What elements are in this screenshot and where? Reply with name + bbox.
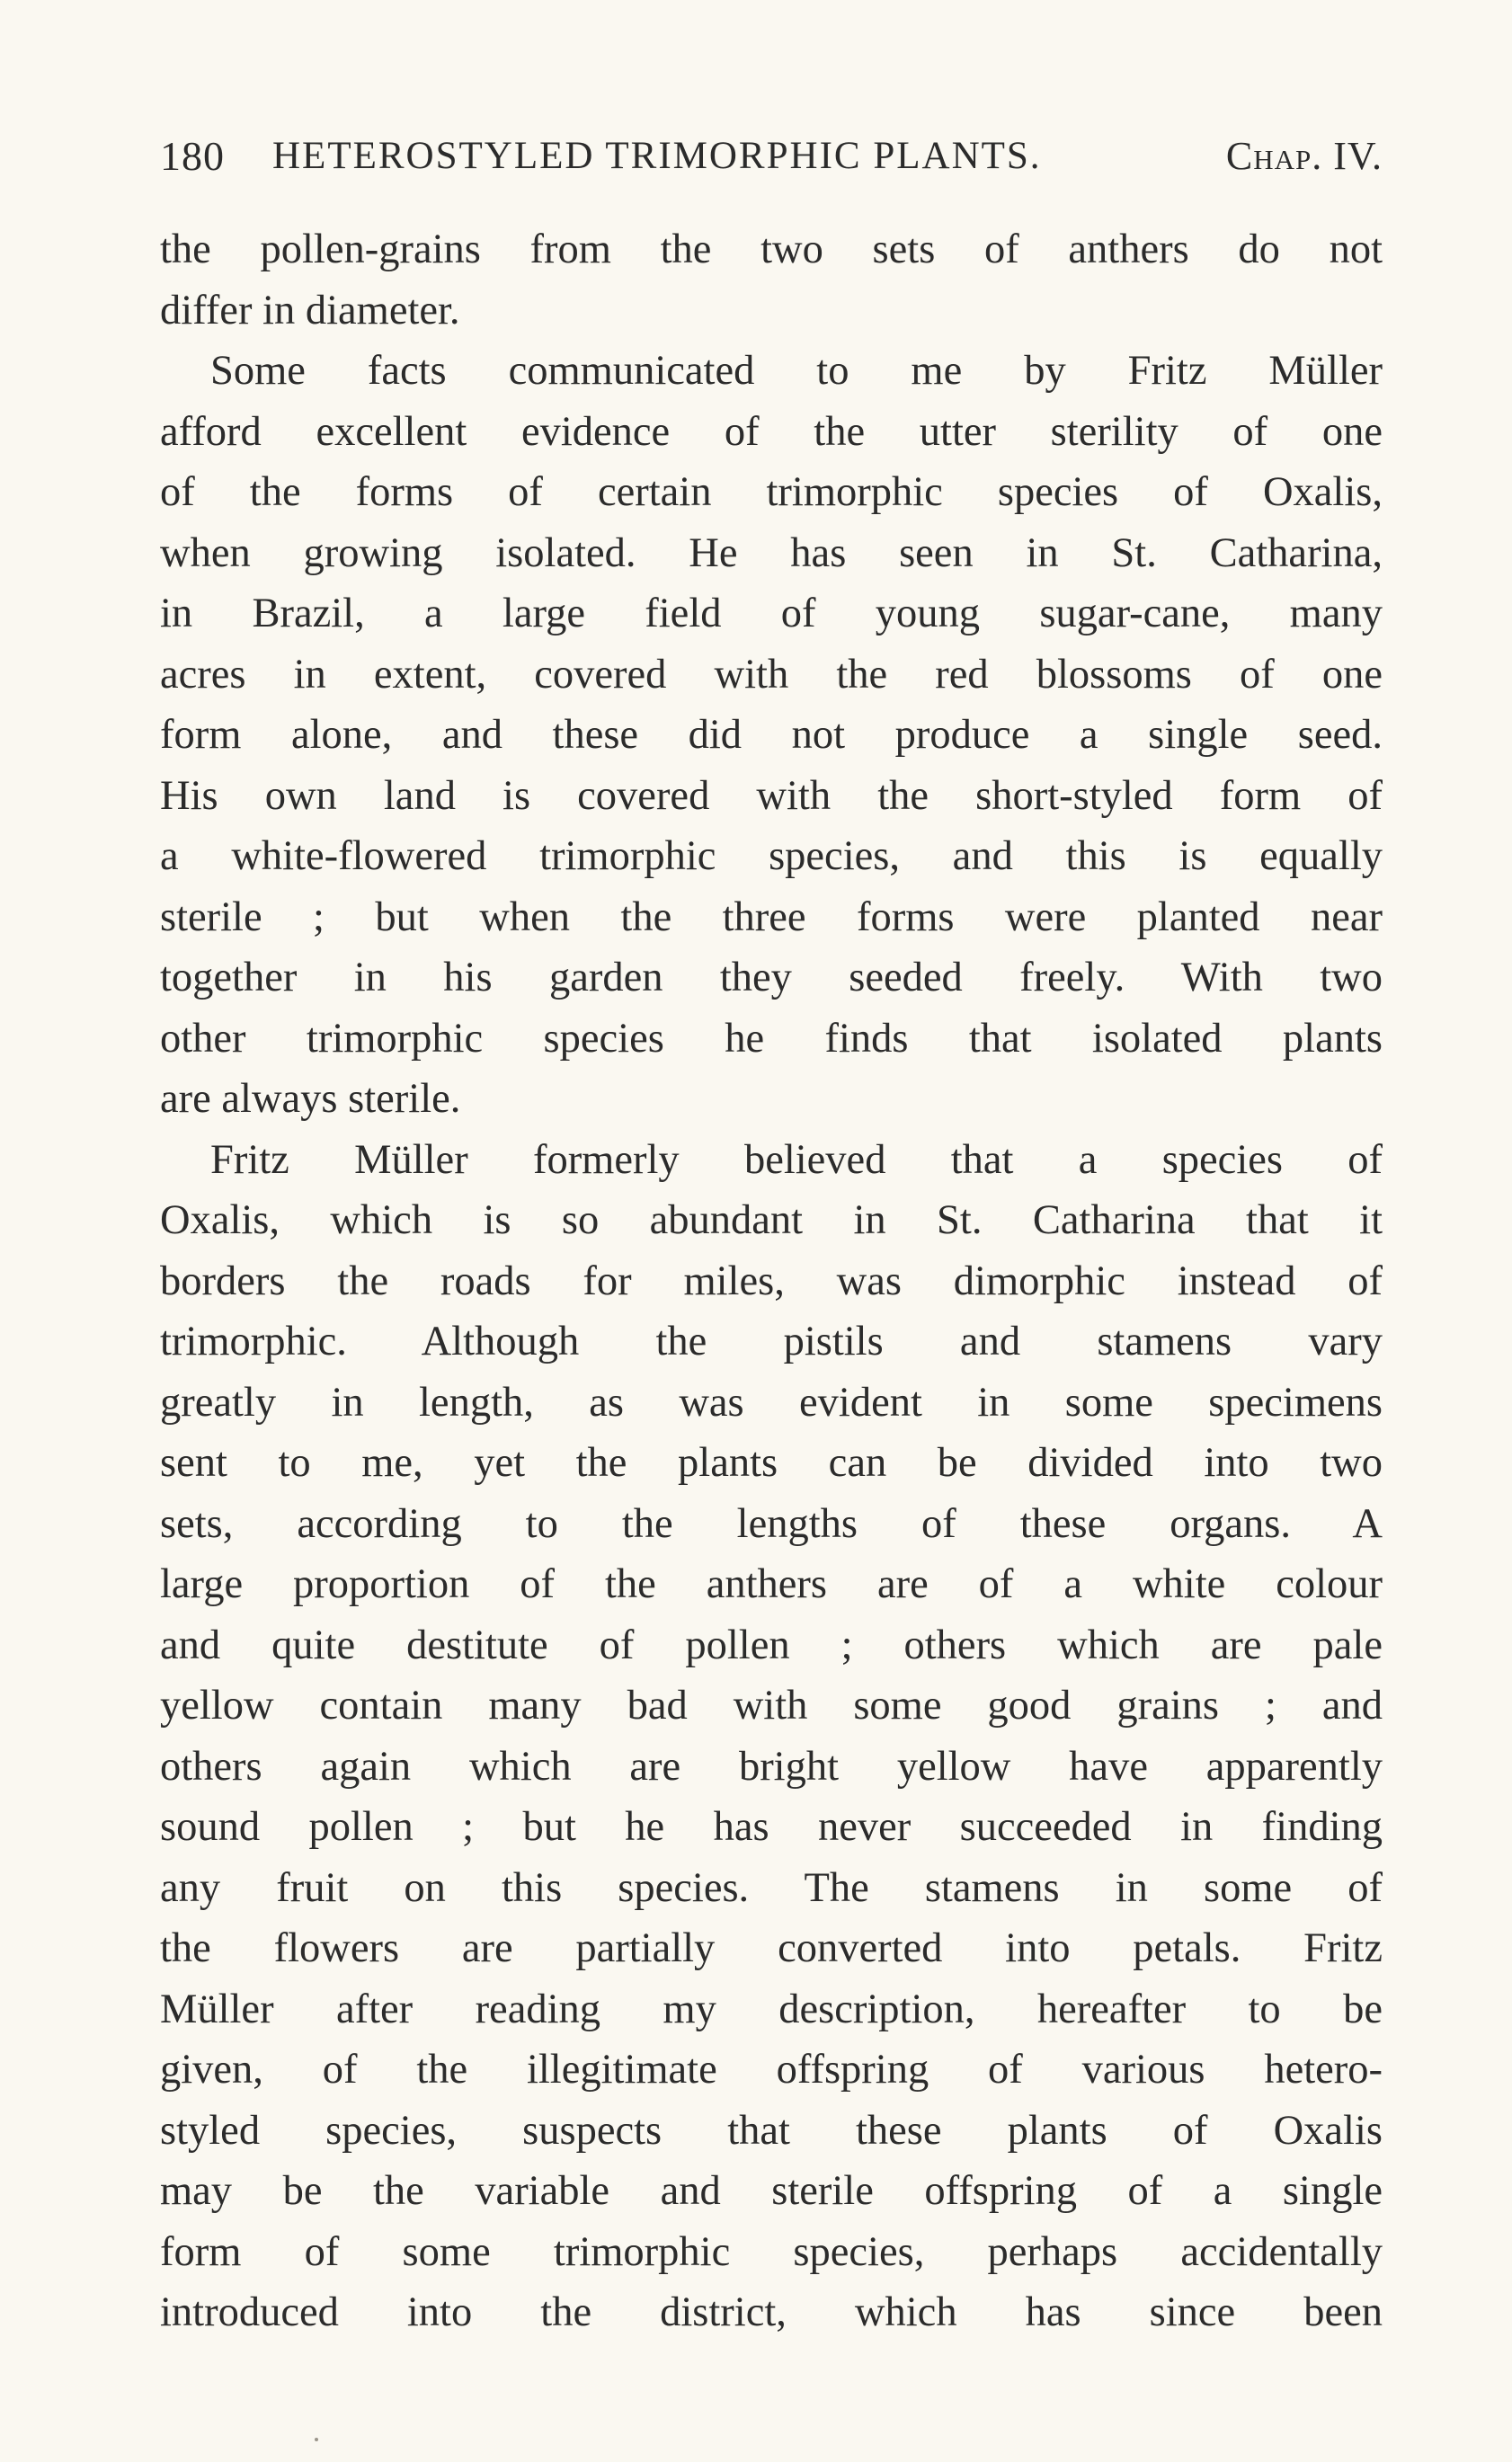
chapter-label: Chap. IV.: [1225, 134, 1383, 178]
text-line: Müller after reading my description, hereafter to be: [160, 1986, 1383, 2032]
text-line: Fritz Müller formerly believed that a species of: [210, 1136, 1383, 1183]
text-line: styled species, suspects that these plants of Oxalis: [160, 2107, 1383, 2154]
paper-speck: [315, 2438, 318, 2441]
text-line: differ in diameter.: [160, 287, 460, 333]
text-line: the flowers are partially converted into petals. Fritz: [160, 1925, 1383, 1971]
text-line: introduced into the district, which has since been: [160, 2289, 1383, 2335]
text-line: in Brazil, a large field of young sugar-cane, many: [160, 591, 1383, 636]
text-line: may be the variable and sterile offspring of a single: [160, 2168, 1383, 2214]
text-line: large proportion of the anthers are of a white colour: [160, 1561, 1383, 1607]
text-line: greatly in length, as was evident in some specimens: [160, 1379, 1383, 1426]
text-line: of the forms of certain trimorphic species of Oxalis,: [160, 469, 1383, 515]
running-head: [160, 128, 1383, 185]
text-line: sound pollen ; but he has never succeeded in finding: [160, 1804, 1383, 1850]
text-line: Oxalis, which is so abundant in St. Catharina that it: [160, 1197, 1383, 1243]
text-line: any fruit on this species. The stamens in some of: [160, 1864, 1383, 1911]
body-text: [160, 219, 1383, 2343]
text-line: together in his garden they seeded freely. With two: [160, 955, 1383, 1000]
text-line: yellow contain many bad with some good grains ; and: [160, 1683, 1383, 1729]
text-line: Some facts communicated to me by Fritz Müller: [210, 348, 1383, 394]
text-line: afford excellent evidence of the utter sterility of one: [160, 408, 1383, 455]
running-title: HETEROSTYLED TRIMORPHIC PLANTS.: [272, 135, 1042, 177]
text-line: are always sterile.: [160, 1076, 461, 1122]
text-line: a white-flowered trimorphic species, and this is equally: [160, 833, 1383, 879]
text-line: other trimorphic species he finds that isolated plants: [160, 1015, 1383, 1062]
text-line: trimorphic. Although the pistils and stamens vary: [160, 1319, 1383, 1364]
text-line: others again which are bright yellow have apparently: [160, 1743, 1383, 1790]
text-line: form alone, and these did not produce a single seed.: [160, 712, 1383, 758]
text-line: when growing isolated. He has seen in St. Catharina,: [160, 529, 1383, 576]
text-line: acres in extent, covered with the red blossoms of one: [160, 651, 1383, 698]
text-line: the pollen-grains from the two sets of anthers do not: [160, 227, 1383, 272]
text-line: and quite destitute of pollen ; others which are pale: [160, 1622, 1383, 1668]
text-line: His own land is covered with the short-styled form of: [160, 772, 1383, 819]
text-line: sterile ; but when the three forms were planted near: [160, 893, 1383, 940]
text-line: borders the roads for miles, was dimorphic instead of: [160, 1258, 1383, 1304]
text-line: form of some trimorphic species, perhaps accidentally: [160, 2228, 1383, 2275]
text-line: given, of the illegitimate offspring of various hetero-: [160, 2047, 1383, 2093]
text-line: sent to me, yet the plants can be divided into two: [160, 1440, 1383, 1486]
text-line: sets, according to the lengths of these organs. A: [160, 1500, 1383, 1547]
page-number: 180: [160, 133, 225, 179]
